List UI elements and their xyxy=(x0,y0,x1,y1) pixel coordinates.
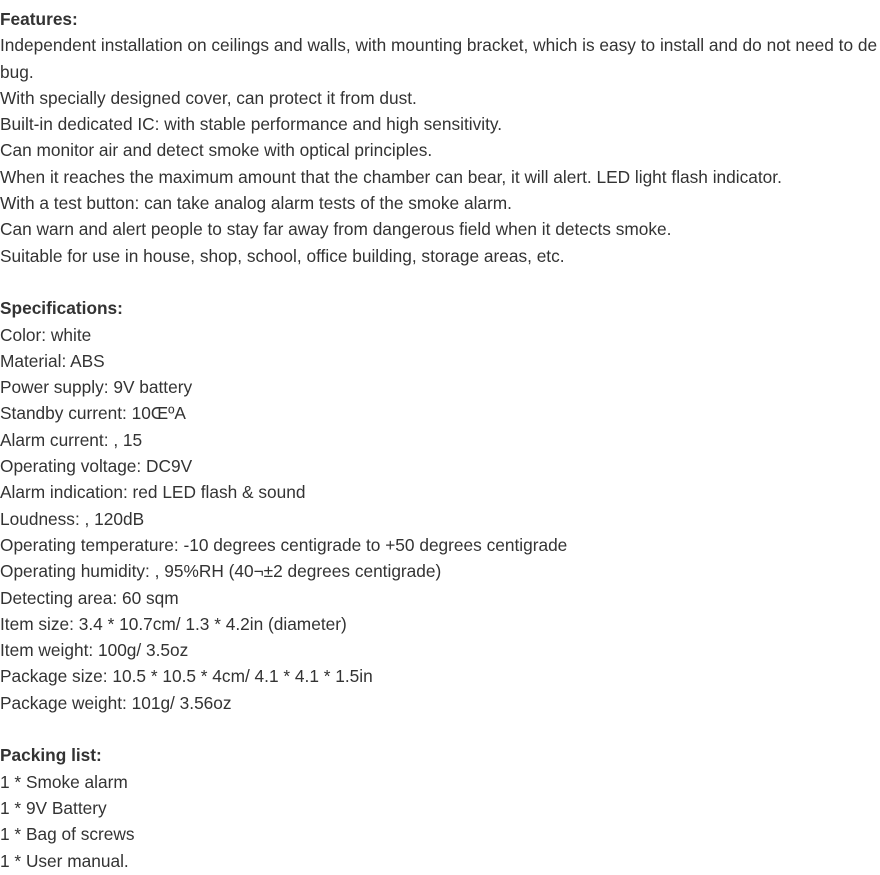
section-spacer xyxy=(0,716,880,742)
feature-item: With specially designed cover, can protect it from dust. xyxy=(0,87,417,108)
spec-item: Detecting area: 60 sqm xyxy=(0,587,179,608)
packing-item: 1 * Bag of screws xyxy=(0,824,135,845)
packing-item: 1 * 9V Battery xyxy=(0,797,107,818)
spec-item: Alarm current: , 15 xyxy=(0,429,143,450)
spec-item: Standby current: 10ŒºA xyxy=(0,403,186,424)
packing-item: 1 * User manual. xyxy=(0,850,129,871)
features-heading: Features: xyxy=(0,9,78,29)
packing-list-heading: Packing list: xyxy=(0,745,102,766)
spec-item: Item weight: 100g/ 3.5oz xyxy=(0,640,189,661)
specifications-heading: Specifications: xyxy=(0,298,123,319)
spec-item: Operating voltage: DC9V xyxy=(0,456,193,477)
feature-item: Suitable for use in house, shop, school, office building, storage areas, etc. xyxy=(0,245,565,266)
spec-item: Color: white xyxy=(0,324,92,345)
spec-item: Operating humidity: , 95%RH (40¬±2 degrees centigrade) xyxy=(0,561,442,582)
spec-item: Alarm indication: red LED flash & sound xyxy=(0,482,306,503)
spec-item: Power supply: 9V battery xyxy=(0,377,193,398)
feature-item: When it reaches the maximum amount that the chamber can bear, it will alert. LED light flash indicator. xyxy=(0,166,782,187)
spec-item: Material: ABS xyxy=(0,350,105,371)
section-spacer xyxy=(0,269,880,295)
feature-item: With a test button: can take analog alarm tests of the smoke alarm. xyxy=(0,193,512,214)
feature-item: Independent installation on ceilings and walls, with mounting bracket, which is easy to install and do not need to debug. xyxy=(0,35,878,82)
packing-item: 1 * Smoke alarm xyxy=(0,771,128,792)
feature-item: Built-in dedicated IC: with stable performance and high sensitivity. xyxy=(0,114,503,135)
spec-item: Item size: 3.4 * 10.7cm/ 1.3 * 4.2in (diameter) xyxy=(0,613,347,634)
feature-item: Can monitor air and detect smoke with optical principles. xyxy=(0,140,433,161)
spec-item: Package size: 10.5 * 10.5 * 4cm/ 4.1 * 4.1 * 1.5in xyxy=(0,666,373,687)
spec-item: Package weight: 101g/ 3.56oz xyxy=(0,692,232,713)
feature-item: Can warn and alert people to stay far away from dangerous field when it detects smoke. xyxy=(0,219,672,240)
spec-item: Loudness: , 120dB xyxy=(0,508,145,529)
spec-item: Operating temperature: -10 degrees centigrade to +50 degrees centigrade xyxy=(0,534,568,555)
